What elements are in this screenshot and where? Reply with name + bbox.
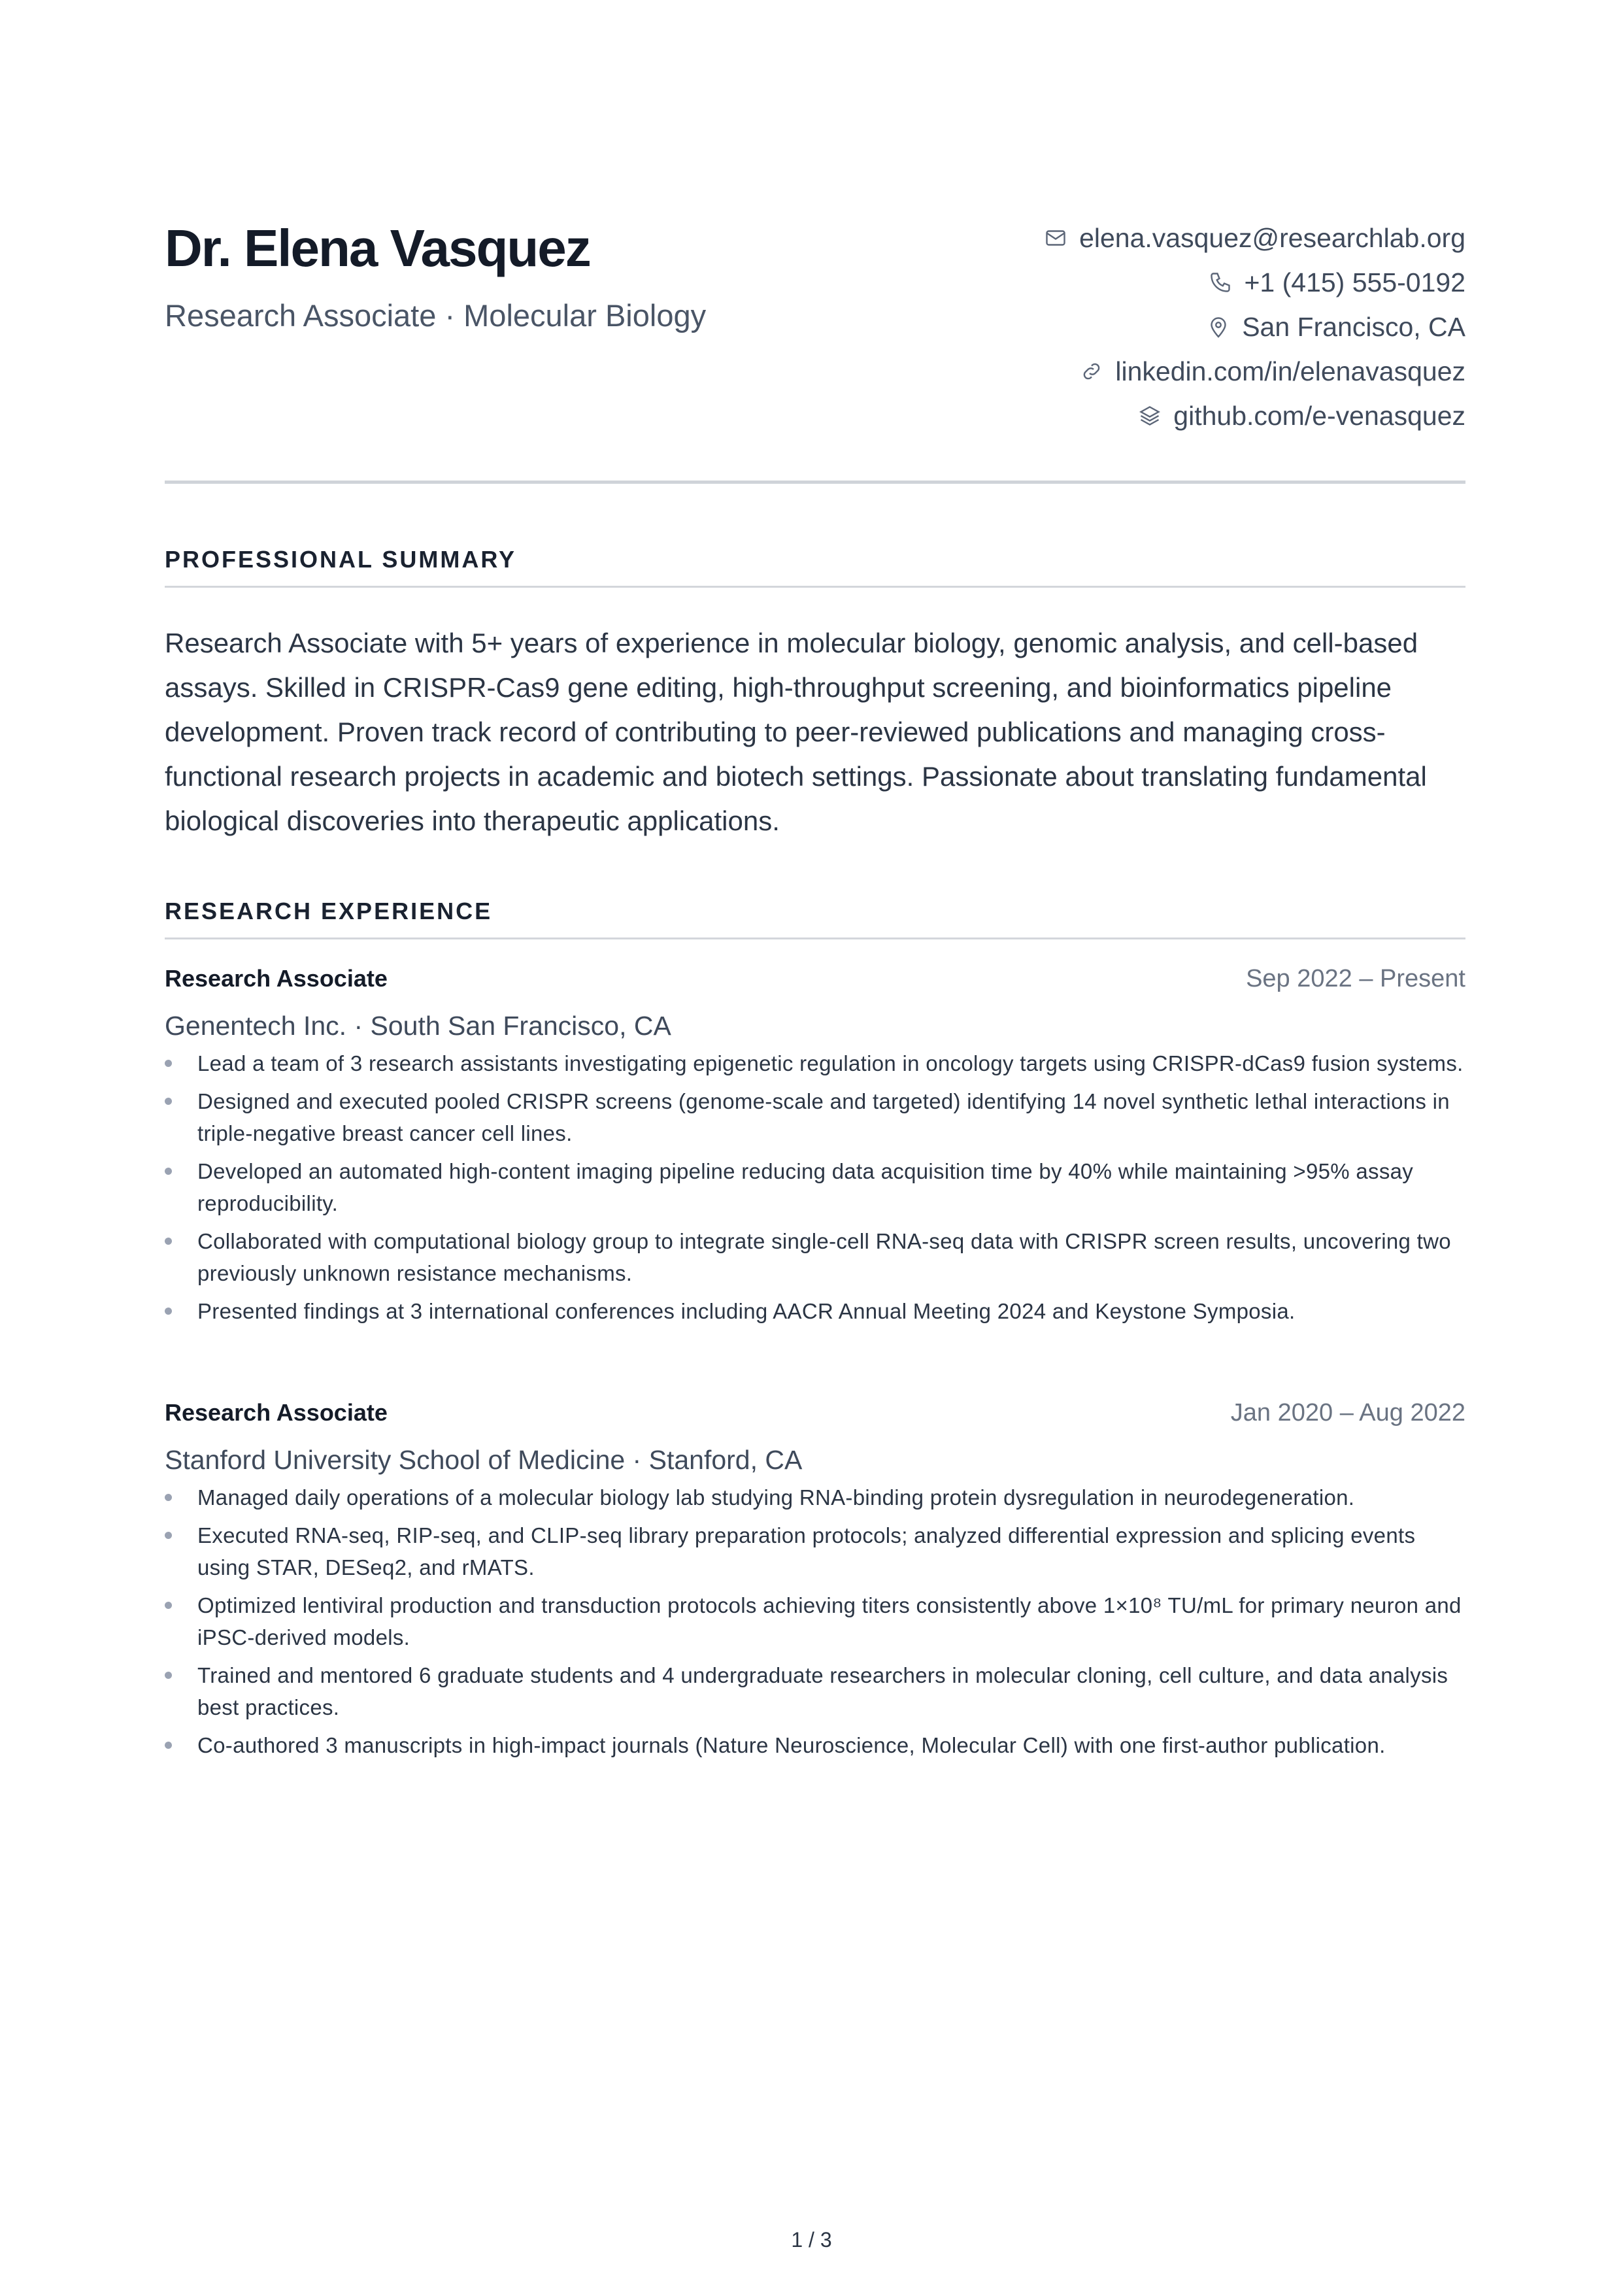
contact-list: [1044, 216, 1465, 438]
list-item: Presented findings at 3 international conferences including AACR Annual Meeting 2024 and Keystone Symposia.: [165, 1295, 1465, 1327]
list-item: Co-authored 3 manuscripts in high-impact journals (Nature Neuroscience, Molecular Cell) with one first-author publication.: [165, 1729, 1465, 1761]
contact-linkedin-text: linkedin.com/in/elenavasquez: [1115, 356, 1465, 386]
contact-github[interactable]: [1044, 394, 1465, 438]
location-pin-icon: [1207, 315, 1230, 339]
list-item: Managed daily operations of a molecular biology lab studying RNA-binding protein dysregulation in neurodegeneration.: [165, 1481, 1465, 1513]
contact-phone[interactable]: [1044, 260, 1465, 305]
contact-github-text: github.com/e-venasquez: [1173, 400, 1465, 431]
job-title: Research Associate: [165, 965, 388, 992]
contact-location-text: San Francisco, CA: [1242, 311, 1465, 342]
job-organization: Genentech Inc. · South San Francisco, CA: [165, 1011, 671, 1041]
experience-heading: RESEARCH EXPERIENCE: [165, 896, 1465, 939]
candidate-subtitle: Research Associate · Molecular Biology: [165, 298, 707, 333]
list-item: Lead a team of 3 research assistants investigating epigenetic regulation in oncology targets using CRISPR-dCas9 fusion systems.: [165, 1047, 1465, 1079]
contact-linkedin[interactable]: [1044, 349, 1465, 394]
list-item: Developed an automated high-content imaging pipeline reducing data acquisition time by 40% while maintaining >95% assay reproducibility.: [165, 1155, 1465, 1219]
job-bullet-list: [165, 1047, 1465, 1327]
list-item: Collaborated with computational biology group to integrate single-cell RNA-seq data with CRISPR screen results, uncovering two previously unknown resistance mechanisms.: [165, 1225, 1465, 1289]
resume-header: [165, 0, 1465, 487]
contact-email[interactable]: [1044, 216, 1465, 260]
job-title: Research Associate: [165, 1399, 388, 1426]
contact-email-text: elena.vasquez@researchlab.org: [1079, 222, 1465, 253]
page-number: 1 / 3: [791, 2228, 832, 2252]
candidate-name: Dr. Elena Vasquez: [165, 219, 590, 277]
job-dates: Sep 2022 – Present: [1246, 965, 1465, 992]
list-item: Designed and executed pooled CRISPR screens (genome-scale and targeted) identifying 14 novel synthetic lethal interactions in triple-negative breast cancer cell lines.: [165, 1085, 1465, 1149]
list-item: Trained and mentored 6 graduate students and 4 undergraduate researchers in molecular cloning, cell culture, and data analysis best practices.: [165, 1659, 1465, 1723]
job-entry: [165, 965, 1465, 1333]
summary-heading: PROFESSIONAL SUMMARY: [165, 544, 1465, 588]
layers-icon: [1138, 404, 1162, 428]
job-entry: [165, 1399, 1465, 1767]
list-item: Executed RNA-seq, RIP-seq, and CLIP-seq library preparation protocols; analyzed differential expression and splicing events using STAR, DESeq2, and rMATS.: [165, 1519, 1465, 1583]
job-organization: Stanford University School of Medicine · Stanford, CA: [165, 1445, 803, 1475]
phone-icon: [1209, 271, 1232, 294]
contact-phone-text: +1 (415) 555-0192: [1244, 267, 1465, 297]
summary-text: Research Associate with 5+ years of experience in molecular biology, genomic analysis, and cell-based assays. Skilled in CRISPR-Cas9 gene editing, high-throughput screening, and bioinformatics pipeline development. Proven track record of contributing to peer-reviewed publications and managing cross-functional research projects in academic and biotech settings. Passionate about translating fundamental biological discoveries into therapeutic applications.: [165, 628, 1427, 836]
job-dates: Jan 2020 – Aug 2022: [1230, 1399, 1465, 1427]
link-icon: [1080, 360, 1103, 383]
header-divider: [165, 481, 1465, 484]
contact-location: [1044, 305, 1465, 349]
list-item: Optimized lentiviral production and transduction protocols achieving titers consistently above 1×10⁸ TU/mL for primary neuron and iPSC-derived models.: [165, 1589, 1465, 1653]
mail-icon: [1044, 226, 1067, 250]
job-bullet-list: [165, 1481, 1465, 1761]
